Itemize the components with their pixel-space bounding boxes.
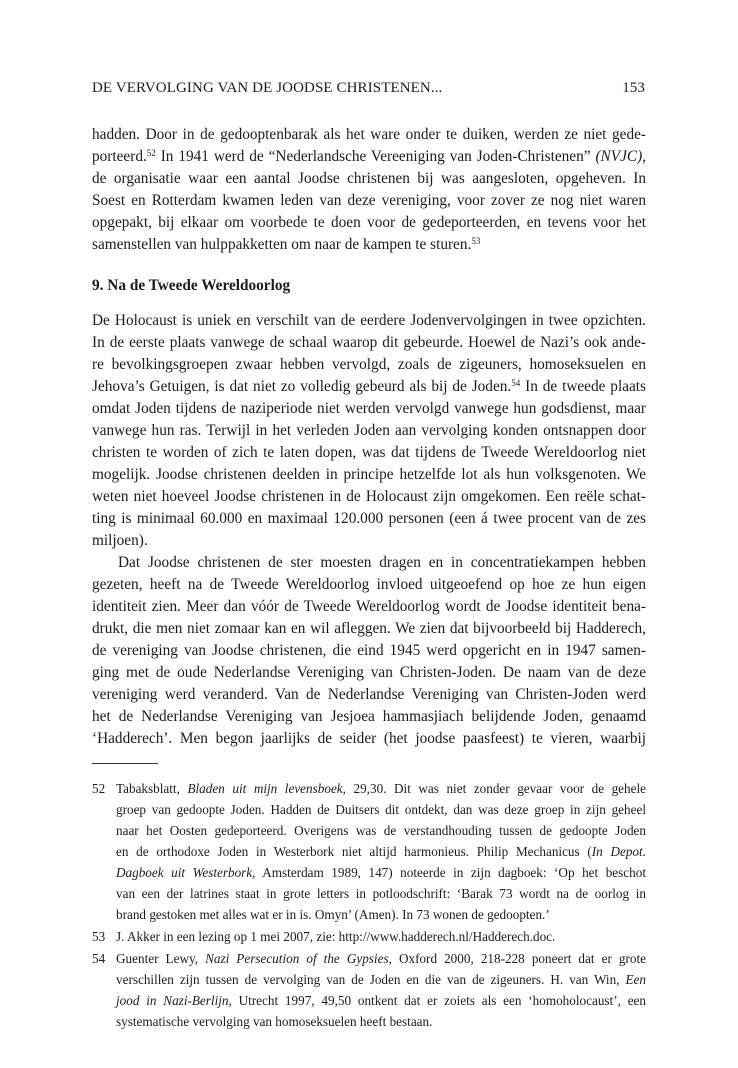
text-line: de organisatie waar een aantal Joodse christenen bij was aangesloten, opgeheven. In (92, 170, 646, 187)
footnote-link-text[interactable]: J. Akker in een lezing op 1 mei 2007, zie: http://www.hadderech.nl/Hadderech.doc. (116, 929, 556, 944)
text-line: In de eerste plaats vanwege de schaal waarop dit gebeurde. Hoewel de Nazi’s ook ande- (92, 334, 646, 351)
text-line: Jehova’s Getuigen, is dat niet zo volledig gebeurd als bij de Joden.$^{54}$ In de tweede plaats (92, 378, 646, 395)
text-line: het de Nederlandse Vereniging van Jesjoea hammasjiach belijdende Joden, genaamd (92, 708, 646, 725)
section-heading: 9. Na de Tweede Wereldoorlog (92, 277, 291, 294)
text-line: vereniging werd veranderd. Van de Nederlandse Vereniging van Christen-Joden werd (92, 686, 646, 703)
text-line: identiteit zien. Meer dan vóór de Tweede Wereldoorlog wordt de Joodse identiteit bena- (92, 598, 646, 615)
text-line: gezeten, heeft na de Tweede Wereldoorlog invloed uitgeoefend op hoe ze hun eigen (92, 576, 646, 593)
footnote-ref-53[interactable]: 53 (471, 236, 481, 246)
text-line: ging met de oude Nederlandse Vereniging van Christen-Joden. De naam van de deze (92, 664, 646, 681)
text-line: samenstellen van hulppakketten om naar de kampen te sturen.$^{53}$ (92, 236, 481, 253)
text-line: opgepakt, bij elkaar om voorbede te doen voor de gedeporteerden, en tevens voor het (92, 214, 646, 231)
footnote-number: 52 (92, 781, 106, 796)
footnote-ref-52[interactable]: 52 (146, 148, 156, 158)
footnote-number: 54 (92, 951, 106, 966)
text-line: ‘Hadderech’. Men begon jaarlijks de seider (het joodse paasfeest) te vieren, waarbij (92, 730, 646, 747)
text-line: De Holocaust is uniek en verschilt van de eerdere Jodenvervolgingen in twee opzichten. (92, 312, 646, 329)
text-line: hadden. Door in de gedooptenbarak als het ware onder te duiken, werden ze niet gede- (92, 126, 646, 143)
book-page: DE VERVOLGING VAN DE JOODSE CHRISTENEN... 153 hadden. Door in de gedooptenbarak als het ware onder te duiken, werden ze niet gede- porteerd.$^{52}$ In 1941 werd de “Nederlandsche Vereeniging van Joden-Christenen” (NVJC), de organisatie waar een aantal Joodse christenen bij was aangesloten, opgeheven. In Soest en Rotterdam kwamen leden van deze vereniging, voor zover ze nog niet waren opgepakt, bij elkaar om voorbede te doen voor de gedeporteerden, en tevens voor het samenstellen van hulppakketten om naar de kampen te sturen.$^{53}$ 9. Na de Tweede Wereldoorlog De Holocaust is uniek en verschilt van de eerdere Jodenvervolgingen in twee opzichten. In de eerste plaats vanwege de schaal waarop dit gebeurde. Hoewel de Nazi’s ook ande- re bevolkingsgroepen zwaar hebben vervolgd, zoals de zigeuners, homoseksuelen en Jehova’s Getuigen, is dat niet zo volledig gebeurd als bij de Joden.$^{54}$ In de tweede plaats omdat Joden tijdens de naziperiode niet werden vervolgd vanwege hun godsdienst, maar vanwege hun ras. Terwijl in het verleden Joden aan vervolging konden ontsnappen door christen te worden of zich te laten dopen, was dat tijdens de Tweede Wereldoorlog niet mogelijk. Joodse christenen deelden in principe hetzelfde lot als hun volksgenoten. We weten niet hoeveel Joodse christenen in de Holocaust zijn omgekomen. Een reële schat- ting is minimaal 60.000 en maximaal 120.000 personen (een á twee procent van de zes miljoen). Dat Joodse christenen de ster moesten dragen en in concentratiekampen hebben gezeten, heeft na de Tweede Wereldoorlog invloed uitgeoefend op hoe ze hun eigen identiteit zien. Meer dan vóór de Tweede Wereldoorlog wordt de Joodse identiteit bena- drukt, die men niet zomaar kan en wil afleggen. We zien dat bijvoorbeeld bij Hadderech, de vereniging van Joodse christenen, die eind 1945 werd opgericht en in 1947 samen- ging met de oude Nederlandse Vereniging van Christen-Joden. De naam van de deze vereniging werd veranderd. Van de Nederlandse Vereniging van Christen-Joden werd het de Nederlandse Vereniging van Jesjoea hammasjiach belijdende Joden, genaamd ‘Hadderech’. Men begon jaarlijks de seider (het joodse paasfeest) te vieren, waarbij 52 Tabaksblatt, Bladen uit mijn levensboek, 29,30. Dit was niet zonder gevaar voor de gehele groep van gedoopte Joden. Hadden de Duitsers dit ontdekt, dan was deze groep in zijn geheel naar het Oosten gedeporteerd. Overigens was de verstandhouding tussen de gedoopte Joden en de orthodoxe Joden in Westerbork niet altijd harmonieus. Philip Mechanicus (In Depot. Dagboek uit Westerbork, Amsterdam 1989, 147) noteerde in zijn dagboek: ‘Op het beschot van een der latrines staat in grote letters in potloodschrift: ‘Barak 73 wordt na de oorlog in brand gestoken met alles wat er in is. Omyn’ (Amen). In 73 wonen de gedoopten.’ 53 J. Akker in een lezing op 1 mei 2007, zie: http://www.hadderech.nl/Hadderech.doc. 54 Guenter Lewy, Nazi Persecution of the Gypsies, Oxford 2000, 218-228 poneert dat er grote verschillen zijn tussen de vervolging van de Joden en die van de zigeuners. H. van Win, Een jood in Nazi-Berlijn, Utrecht 1997, 49,50 ontkent dat er zoiets als een ‘homoholocaust’, een systematische vervolging van homoseksuelen heeft bestaan. (92, 80, 647, 1029)
text-line: re bevolkingsgroepen zwaar hebben vervolgd, zoals de zigeuners, homoseksuelen en (92, 356, 646, 373)
footnote-ref-54[interactable]: 54 (511, 378, 521, 388)
text-line: Dat Joodse christenen de ster moesten dragen en in concentratiekampen hebben (118, 554, 646, 571)
text-line: vanwege hun ras. Terwijl in het verleden Joden aan vervolging konden ontsnappen door (92, 422, 646, 439)
text-line: de vereniging van Joodse christenen, die eind 1945 werd opgericht en in 1947 samen- (92, 642, 646, 659)
text-line: porteerd.$^{52}$ In 1941 werd de “Nederlandsche Vereeniging van Joden-Christenen” (NVJC), (92, 148, 646, 165)
running-title: DE VERVOLGING VAN DE JOODSE CHRISTENEN... (92, 80, 443, 96)
text-line: drukt, die men niet zomaar kan en wil afleggen. We zien dat bijvoorbeeld bij Hadderech, (92, 620, 646, 637)
footnote-separator (92, 763, 158, 764)
running-header (92, 80, 645, 100)
text-line: mogelijk. Joodse christenen deelden in principe hetzelfde lot als hun volksgenoten. We (92, 466, 646, 483)
text-line: omdat Joden tijdens de naziperiode niet werden vervolgd vanwege hun godsdienst, maar (92, 400, 646, 417)
text-line: miljoen). (92, 532, 148, 549)
footnote-number: 53 (92, 929, 106, 944)
text-line: ting is minimaal 60.000 en maximaal 120.000 personen (een á twee procent van de zes (92, 510, 646, 527)
text-line: christen te worden of zich te laten dopen, was dat tijdens de Tweede Wereldoorlog niet (92, 444, 646, 461)
page-number: 153 (622, 80, 645, 96)
text-line: Soest en Rotterdam kwamen leden van deze vereniging, voor zover ze nog niet waren (92, 192, 646, 209)
text-line: weten niet hoeveel Joodse christenen in de Holocaust zijn omgekomen. Een reële schat- (92, 488, 646, 505)
